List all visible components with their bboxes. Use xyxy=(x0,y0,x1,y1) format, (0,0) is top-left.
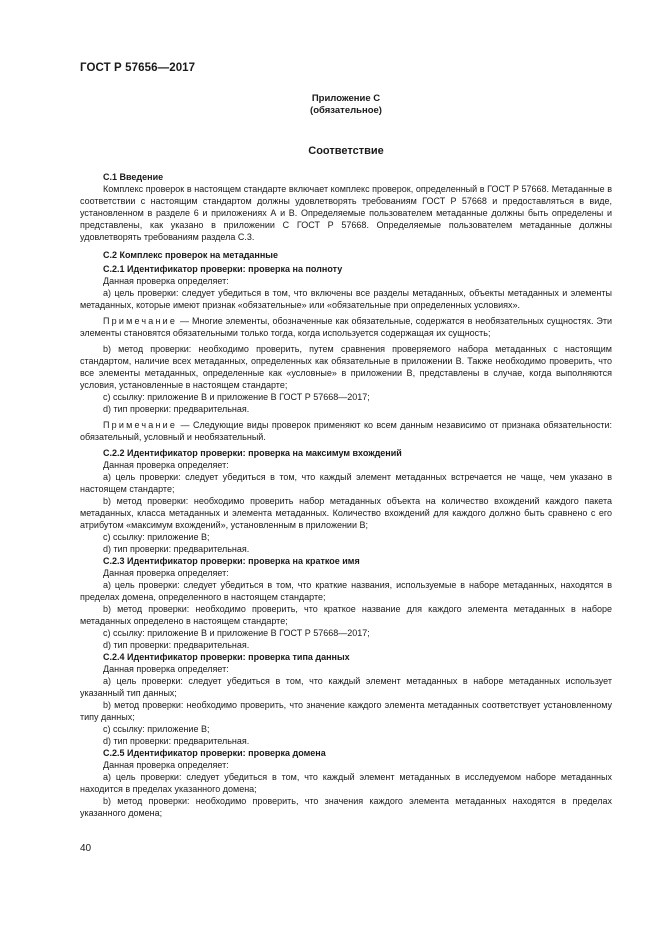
document-body xyxy=(80,93,612,819)
note-paragraph xyxy=(80,315,612,339)
body-paragraph: d) тип проверки: предварительная. xyxy=(103,640,250,650)
section-heading: С.1 Введение xyxy=(103,172,164,182)
body-paragraph: d) тип проверки: предварительная. xyxy=(103,736,250,746)
document-header: ГОСТ Р 57656—2017 xyxy=(80,62,196,74)
body-paragraph: b) метод проверки: необходимо проверить, путем сравнения проверяемого набора метаданных с настоящим стандартом, наличие всех метаданных, определенных как обязательные в приложении В. Также необходимо проверить, что все элементы метаданных, определенные как «условные» в приложении В, представлены в случае, когда выполняются условия, установленные в настоящем стандарте; xyxy=(80,344,612,390)
body-paragraph: с) ссылку: приложение В; xyxy=(103,724,210,734)
body-paragraph: Данная проверка определяет: xyxy=(103,276,229,286)
section-heading: С.2.2 Идентификатор проверки: проверка на максимум вхождений xyxy=(103,448,402,458)
section-heading: С.2.1 Идентификатор проверки: проверка на полноту xyxy=(103,264,343,274)
note-label: Примечание xyxy=(103,316,178,326)
body-paragraph: а) цель проверки: следует убедиться в том, что включены все разделы метаданных, объекты метаданных и элементы метаданных, которые имеют признак «обязательные» или «обязательные при определенных условиях». xyxy=(80,288,612,310)
page-number: 40 xyxy=(80,843,92,854)
body-paragraph: а) цель проверки: следует убедиться в том, что краткие названия, используемые в наборе метаданных, находятся в пределах домена, определенного в настоящем стандарте; xyxy=(80,580,612,602)
body-paragraph: Данная проверка определяет: xyxy=(103,760,229,770)
appendix-heading: Соответствие xyxy=(308,145,384,157)
body-paragraph: d) тип проверки: предварительная. xyxy=(103,544,250,554)
section-heading: С.2.4 Идентификатор проверки: проверка типа данных xyxy=(103,652,350,662)
body-paragraph: а) цель проверки: следует убедиться в том, что каждый элемент метаданных в исследуемом наборе метаданных находится в пределах указанного домена; xyxy=(80,772,612,794)
body-paragraph: Данная проверка определяет: xyxy=(103,460,229,470)
body-paragraph: Данная проверка определяет: xyxy=(103,664,229,674)
body-paragraph: а) цель проверки: следует убедиться в том, что каждый элемент метаданных встречается не чаще, чем указано в настоящем стандарте; xyxy=(80,472,612,494)
body-paragraph: а) цель проверки: следует убедиться в том, что каждый элемент метаданных в наборе метаданных использует указанный тип данных; xyxy=(80,676,612,698)
body-paragraph: b) метод проверки: необходимо проверить, что значения каждого элемента метаданных находятся в пределах указанного домена; xyxy=(80,796,612,818)
appendix-title: Приложение С xyxy=(311,93,381,104)
body-paragraph: b) метод проверки: необходимо проверить набор метаданных объекта на количество вхождений каждого пакета метаданных, класса метаданных и элемента метаданных. Количество вхождений для каждого должно быть сравнено с его атрибутом «максимум вхождений», установленным в приложении В; xyxy=(80,496,612,530)
body-paragraph: d) тип проверки: предварительная. xyxy=(103,404,250,414)
appendix-subtitle: (обязательное) xyxy=(310,105,382,116)
note-text: — Многие элементы, обозначенные как обязательные, содержатся в необязательных сущностях. Эти элементы становятся обязательными только тогда, когда используется содержащая их сущность; xyxy=(80,316,612,338)
section-heading: С.2.3 Идентификатор проверки: проверка на краткое имя xyxy=(103,556,360,566)
body-paragraph: Данная проверка определяет: xyxy=(103,568,229,578)
body-paragraph: Комплекс проверок в настоящем стандарте включает комплекс проверок, определенный в ГОСТ Р 57668. Метаданные в соответствии с настоящим стандартом должны удовлетворять требованиям ГОСТ Р 57668 и предоставляться в виде, установленном в разделе 6 и приложениях А и В. Определяемые пользователем метаданные должны быть определены и представлены, как указано в приложении С ГОСТ Р 57668. Определяемые пользователем метаданные должны удовлетворять требованиям раздела С.3. xyxy=(80,184,612,242)
body-paragraph: с) ссылку: приложение В и приложение В ГОСТ Р 57668—2017; xyxy=(103,628,370,638)
note-text: — Следующие виды проверок применяют ко всем данным независимо от признака обязательности: обязательный, условный и необязательный. xyxy=(80,420,612,442)
section-heading: С.2.5 Идентификатор проверки: проверка домена xyxy=(103,748,326,758)
body-paragraph: b) метод проверки: необходимо проверить, что краткое название для каждого элемента метаданных в наборе метаданных определено в настоящем стандарте; xyxy=(80,604,612,626)
body-paragraph: с) ссылку: приложение В; xyxy=(103,532,210,542)
section-heading: С.2 Комплекс проверок на метаданные xyxy=(103,250,278,260)
note-paragraph xyxy=(80,419,612,443)
body-flow xyxy=(80,171,612,819)
body-paragraph: b) метод проверки: необходимо проверить, что значение каждого элемента метаданных соответствует установленному типу данных; xyxy=(80,700,612,722)
body-paragraph: с) ссылку: приложение В и приложение В ГОСТ Р 57668—2017; xyxy=(103,392,370,402)
note-label: Примечание xyxy=(103,420,178,430)
